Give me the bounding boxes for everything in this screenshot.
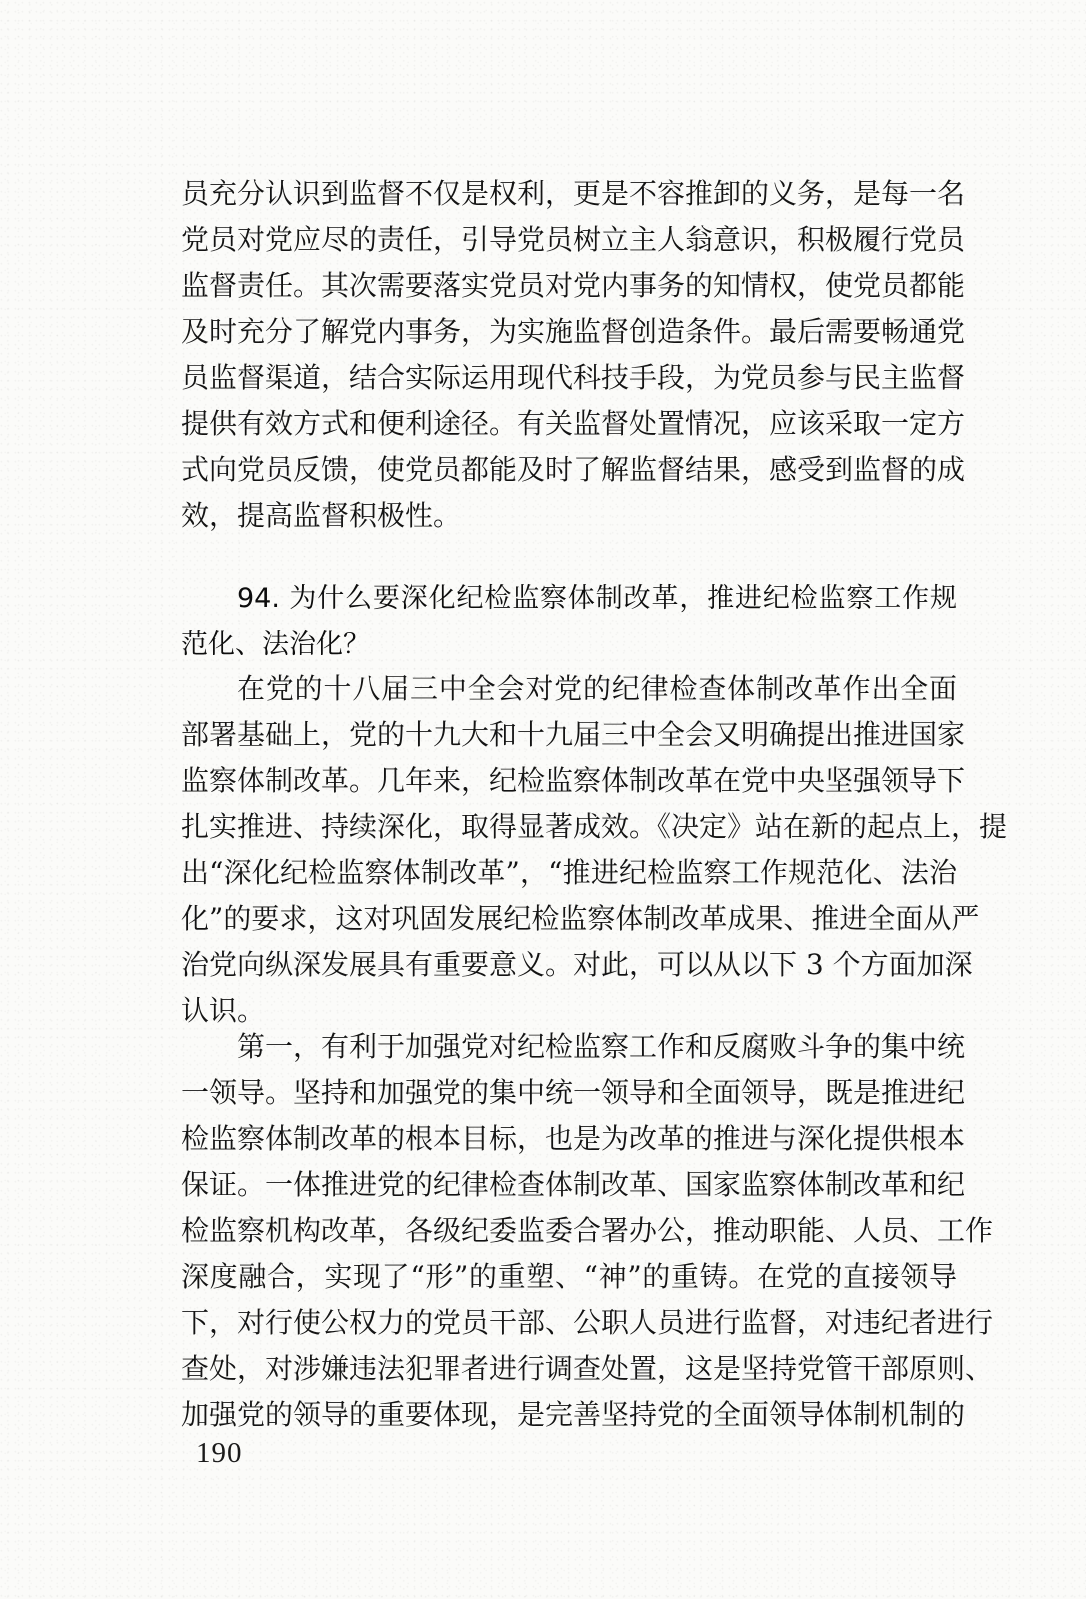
page-number: 190 [196, 1437, 243, 1469]
text-line: 检监察体制改革的根本目标，也是为改革的推进与深化提供根本 [181, 1122, 966, 1155]
text-line: 治党向纵深发展具有重要意义。对此，可以从以下 3 个方面加深 [181, 948, 973, 981]
text-line: 监察体制改革。几年来，纪检监察体制改革在党中央坚强领导下 [181, 764, 966, 797]
text-line: 第一，有利于加强党对纪检监察工作和反腐败斗争的集中统 [237, 1030, 966, 1063]
text-line: 出“深化纪检监察体制改革”，“推进纪检监察工作规范化、法治 [181, 856, 957, 889]
text-line: 党员对党应尽的责任，引导党员树立主人翁意识，积极履行党员 [181, 223, 966, 256]
text-line: 一领导。坚持和加强党的集中统一领导和全面领导，既是推进纪 [181, 1076, 966, 1109]
text-line: 及时充分了解党内事务，为实施监督创造条件。最后需要畅通党 [181, 315, 966, 348]
text-line: 深度融合，实现了“形”的重塑、“神”的重铸。在党的直接领导 [181, 1260, 957, 1293]
heading-line: 范化、法治化？ [181, 629, 370, 660]
paragraph-continued [181, 171, 966, 539]
text-line: 部署基础上，党的十九大和十九届三中全会又明确提出推进国家 [181, 718, 966, 751]
paragraph-intro [181, 666, 1008, 1034]
paragraph-first-point [181, 1024, 994, 1438]
text-line: 化”的要求，这对巩固发展纪检监察体制改革成果、推进全面从严 [181, 902, 980, 935]
text-line: 查处，对涉嫌违法犯罪者进行调查处置，这是坚持党管干部原则、 [181, 1352, 994, 1385]
text-line: 提供有效方式和便利途径。有关监督处置情况，应该采取一定方 [181, 407, 966, 440]
section-heading-94 [181, 576, 957, 668]
heading-line: 94. 为什么要深化纪检监察体制改革，推进纪检监察工作规 [237, 583, 957, 614]
text-line: 下，对行使公权力的党员干部、公职人员进行监督，对违纪者进行 [181, 1306, 994, 1339]
text-line: 监督责任。其次需要落实党员对党内事务的知情权，使党员都能 [181, 269, 966, 302]
text-line: 认识。 [181, 994, 266, 1027]
text-line: 扎实推进、持续深化，取得显著成效。《决定》站在新的起点上，提 [181, 810, 1008, 843]
text-line: 在党的十八届三中全会对党的纪律检查体制改革作出全面 [237, 672, 957, 705]
text-line: 检监察机构改革，各级纪委监委合署办公，推动职能、人员、工作 [181, 1214, 994, 1247]
text-line: 式向党员反馈，使党员都能及时了解监督结果，感受到监督的成 [181, 453, 966, 486]
text-line: 员充分认识到监督不仅是权利，更是不容推卸的义务，是每一名 [181, 177, 966, 210]
text-line: 效，提高监督积极性。 [181, 499, 462, 532]
text-line: 加强党的领导的重要体现，是完善坚持党的全面领导体制机制的 [181, 1398, 966, 1431]
text-line: 保证。一体推进党的纪律检查体制改革、国家监察体制改革和纪 [181, 1168, 966, 1201]
text-line: 员监督渠道，结合实际运用现代科技手段，为党员参与民主监督 [181, 361, 966, 394]
